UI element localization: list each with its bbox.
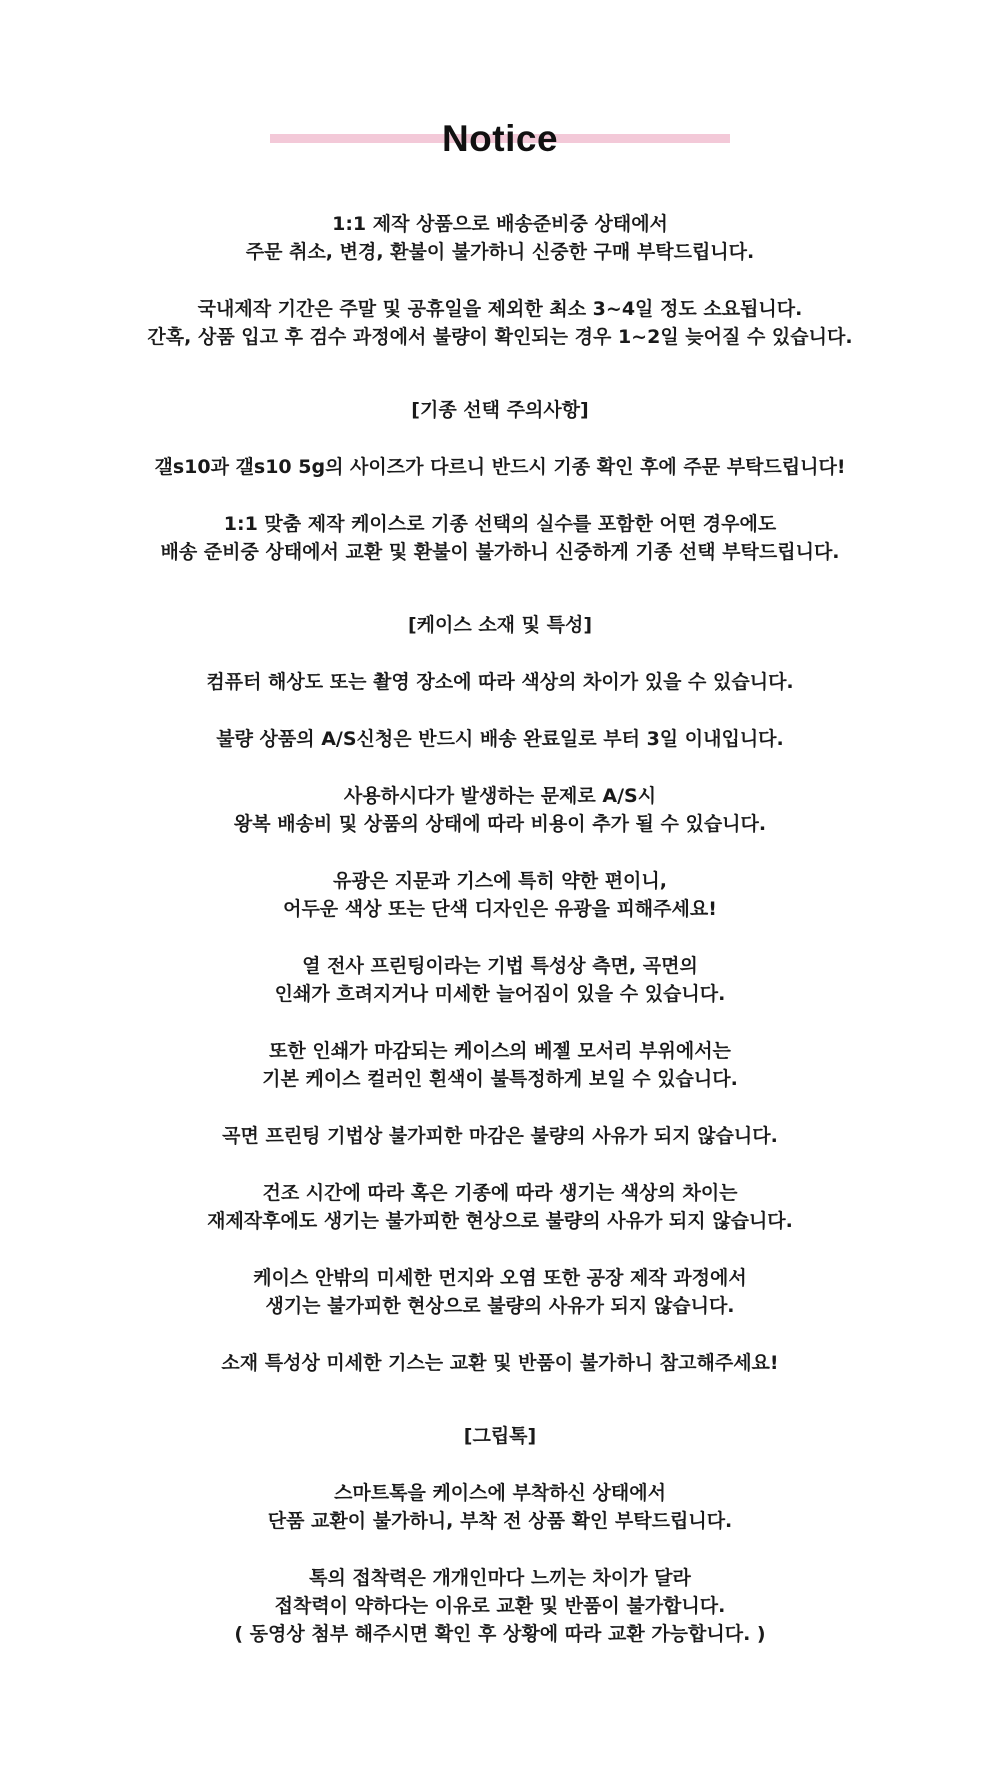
notice-line: 생기는 불가피한 현상으로 불량의 사유가 되지 않습니다. bbox=[265, 1295, 735, 1317]
intro-paragraph-order-policy bbox=[40, 210, 960, 266]
material-paragraph bbox=[40, 952, 960, 1008]
notice-line: 재제작후에도 생기는 불가피한 현상으로 불량의 사유가 되지 않습니다. bbox=[207, 1210, 793, 1232]
notice-line: 사용하시다가 발생하는 문제로 A/S시 bbox=[343, 785, 657, 807]
material-paragraph bbox=[40, 867, 960, 923]
material-paragraph bbox=[40, 725, 960, 753]
griptok-paragraph-attach bbox=[40, 1479, 960, 1535]
material-paragraph bbox=[40, 1037, 960, 1093]
material-paragraph bbox=[40, 1179, 960, 1235]
notice-line: 단품 교환이 불가하니, 부착 전 상품 확인 부탁드립니다. bbox=[267, 1510, 733, 1532]
model-paragraph-custom bbox=[40, 510, 960, 566]
notice-line: 열 전사 프린팅이라는 기법 특성상 측면, 곡면의 bbox=[302, 955, 698, 977]
page-title: Notice bbox=[441, 118, 559, 159]
material-paragraph bbox=[40, 1264, 960, 1320]
notice-line: ( 동영상 첨부 해주시면 확인 후 상황에 따라 교환 가능합니다. ) bbox=[234, 1623, 766, 1645]
griptok-paragraph-adhesion bbox=[40, 1564, 960, 1648]
notice-line: 곡면 프린팅 기법상 불가피한 마감은 불량의 사유가 되지 않습니다. bbox=[222, 1125, 778, 1147]
notice-line: 소재 특성상 미세한 기스는 교환 및 반품이 불가하니 참고해주세요! bbox=[221, 1352, 779, 1374]
section-heading-model: [기종 선택 주의사항] bbox=[411, 399, 589, 421]
notice-line: 배송 준비중 상태에서 교환 및 환불이 불가하니 신중하게 기종 선택 부탁드립니다. bbox=[160, 541, 840, 563]
notice-line: 컴퓨터 해상도 또는 촬영 장소에 따라 색상의 차이가 있을 수 있습니다. bbox=[206, 671, 794, 693]
section-heading-griptok: [그립톡] bbox=[463, 1425, 537, 1447]
model-paragraph-size bbox=[40, 453, 960, 481]
notice-line: 1:1 맞춤 제작 케이스로 기종 선택의 실수를 포함한 어떤 경우에도 bbox=[223, 513, 777, 535]
intro-paragraph-production-period bbox=[40, 295, 960, 351]
notice-line: 국내제작 기간은 주말 및 공휴일을 제외한 최소 3~4일 정도 소요됩니다. bbox=[197, 298, 803, 320]
material-paragraph bbox=[40, 782, 960, 838]
section-heading-material: [케이스 소재 및 특성] bbox=[407, 614, 593, 636]
notice-line: 주문 취소, 변경, 환불이 불가하니 신중한 구매 부탁드립니다. bbox=[245, 241, 755, 263]
notice-line: 톡의 접착력은 개개인마다 느끼는 차이가 달라 bbox=[309, 1567, 691, 1589]
notice-line: 불량 상품의 A/S신청은 반드시 배송 완료일로 부터 3일 이내입니다. bbox=[216, 728, 784, 750]
notice-header bbox=[270, 118, 730, 162]
notice-line: 인쇄가 흐려지거나 미세한 늘어짐이 있을 수 있습니다. bbox=[274, 983, 726, 1005]
notice-line: 또한 인쇄가 마감되는 케이스의 베젤 모서리 부위에서는 bbox=[269, 1040, 731, 1062]
notice-line: 케이스 안밖의 미세한 먼지와 오염 또한 공장 제작 과정에서 bbox=[253, 1267, 747, 1289]
notice-line: 왕복 배송비 및 상품의 상태에 따라 비용이 추가 될 수 있습니다. bbox=[233, 813, 767, 835]
notice-line: 건조 시간에 따라 혹은 기종에 따라 생기는 색상의 차이는 bbox=[262, 1182, 738, 1204]
material-paragraph bbox=[40, 1349, 960, 1377]
notice-line: 어두운 색상 또는 단색 디자인은 유광을 피해주세요! bbox=[283, 898, 717, 920]
notice-line: 기본 케이스 컬러인 흰색이 불특정하게 보일 수 있습니다. bbox=[262, 1068, 738, 1090]
notice-line: 간혹, 상품 입고 후 검수 과정에서 불량이 확인되는 경우 1~2일 늦어질 수 있습니다. bbox=[147, 326, 853, 348]
notice-line: 갤s10과 갤s10 5g의 사이즈가 다르니 반드시 기종 확인 후에 주문 부탁드립니다! bbox=[154, 456, 846, 478]
notice-line: 1:1 제작 상품으로 배송준비중 상태에서 bbox=[332, 213, 668, 235]
notice-line: 스마트톡을 케이스에 부착하신 상태에서 bbox=[334, 1482, 666, 1504]
material-paragraph bbox=[40, 1122, 960, 1150]
notice-content bbox=[40, 210, 960, 1648]
notice-line: 유광은 지문과 기스에 특히 약한 편이니, bbox=[333, 870, 667, 892]
notice-line: 접착력이 약하다는 이유로 교환 및 반품이 불가합니다. bbox=[274, 1595, 726, 1617]
material-paragraph bbox=[40, 668, 960, 696]
